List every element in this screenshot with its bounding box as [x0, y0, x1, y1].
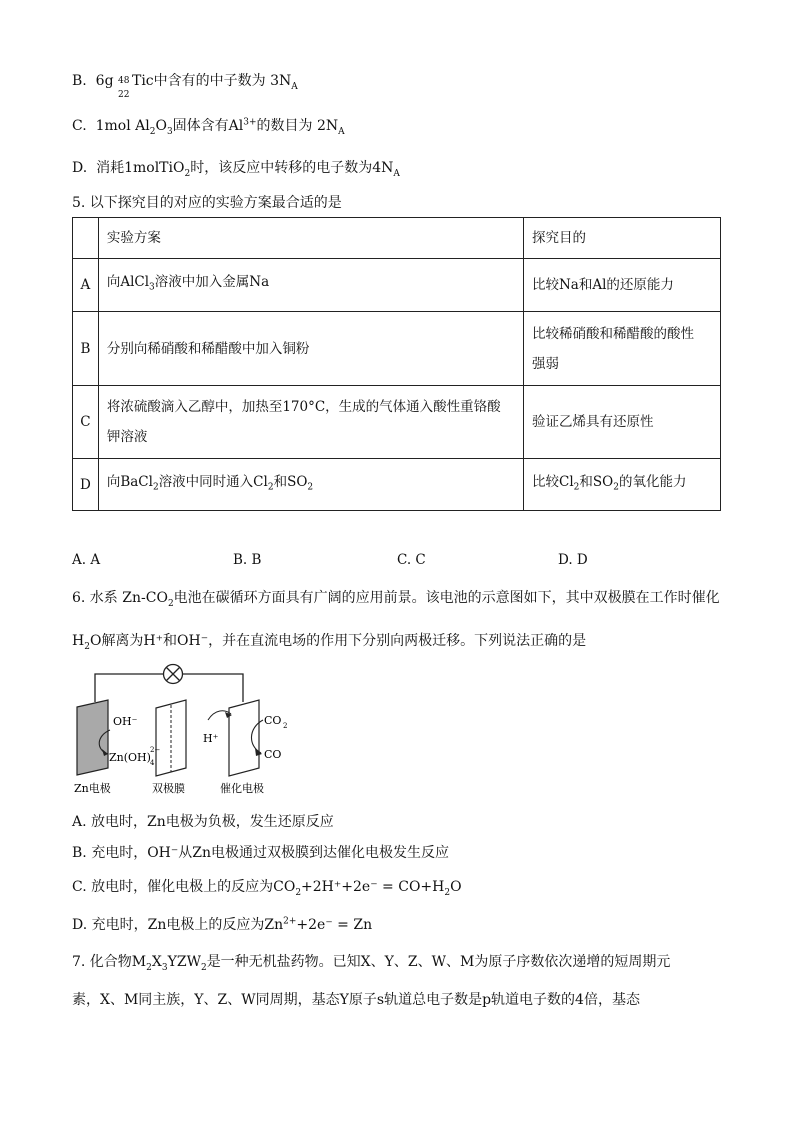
element: Tic [131, 73, 154, 89]
row-plan [98, 386, 523, 459]
formula: Al [135, 118, 150, 134]
superscript: 2+ [283, 916, 297, 927]
subscript: 2 [307, 482, 314, 493]
text: 钾溶液 [106, 429, 148, 445]
text: 7. 化合物M [72, 954, 147, 970]
text: 中含有的中子数为 [153, 73, 266, 89]
text: +2H⁺+2e⁻ = CO+H [301, 879, 445, 895]
formula-o: O [89, 633, 102, 649]
table-header-row [73, 218, 721, 259]
subscript: 3 [149, 282, 155, 293]
subscript: 2 [84, 641, 90, 652]
q4-option-d [72, 157, 400, 179]
text: O [450, 879, 462, 895]
text: +2e⁻ = Zn [296, 917, 373, 933]
text: 6. 水系 [72, 590, 118, 606]
text: YZW [167, 954, 201, 970]
text: 固体含有 [172, 118, 229, 134]
table-cell [73, 218, 99, 259]
text: 的氧化能力 [618, 473, 687, 490]
row-aim [524, 459, 721, 511]
row-plan: 分别向稀硝酸和稀醋酸中加入铜粉 [98, 312, 523, 386]
value: 4N [372, 160, 394, 176]
formula: 1molTiO [124, 160, 185, 176]
row-aim: 验证乙烯具有还原性 [524, 386, 721, 459]
text: 的数目为 [256, 118, 313, 134]
formula: H [72, 633, 85, 649]
label-co2-sub: 2 [283, 722, 288, 730]
label-znoh4-charge: 2− [150, 746, 161, 754]
label-znoh4 [109, 751, 151, 764]
circuit-wire [95, 674, 163, 702]
q7-stem-line1 [72, 951, 670, 973]
subscript: 2 [146, 962, 152, 973]
label-oh: OH⁻ [113, 715, 138, 728]
row-plan [98, 259, 523, 312]
text: 向AlCl [106, 274, 150, 291]
q6-stem-line1 [72, 587, 720, 609]
header-plan: 实验方案 [98, 218, 523, 259]
q6-option-c [72, 876, 462, 898]
option-a: A. A [72, 552, 101, 568]
text: 时，该反应中转移的电子数为 [190, 160, 373, 176]
option-b: B. B [233, 552, 262, 568]
charge: 3+ [243, 117, 257, 128]
amount: 1mol [95, 118, 131, 134]
battery-diagram [70, 662, 300, 797]
row-plan [98, 459, 523, 511]
subscript: 2 [167, 598, 174, 609]
lamp-icon [164, 665, 183, 684]
text: 比较稀硝酸和稀醋酸的酸性 [532, 325, 694, 342]
text: 和SO [579, 473, 614, 490]
option-d: D. D [558, 552, 588, 568]
q5-stem: 5. 以下探究目的对应的实验方案最合适的是 [72, 195, 342, 211]
table-row [73, 459, 721, 511]
formula-o: O [155, 118, 167, 134]
zn-electrode [77, 700, 108, 775]
subscript: 2 [200, 962, 207, 973]
value: 3N [270, 73, 292, 89]
subscript: 2 [184, 168, 191, 179]
ion: Al [228, 118, 244, 134]
text: X [151, 954, 162, 970]
text: CO [264, 714, 282, 727]
q4-option-c [72, 115, 345, 137]
label-cat-electrode: 催化电极 [220, 782, 264, 795]
text: D. 充电时，Zn电极上的反应为Zn [72, 917, 284, 933]
option-letter: B. [72, 73, 87, 89]
row-key: B [73, 312, 99, 386]
mass-prefix: 6g [95, 73, 114, 89]
subscript: A [393, 168, 400, 179]
subscript: A [291, 81, 298, 92]
subscript: 2 [613, 482, 619, 493]
label-zn-electrode: Zn电极 [74, 782, 111, 795]
text: C. 放电时，催化电极上的反应为CO [72, 879, 296, 895]
table-row [73, 259, 721, 312]
text: 和SO [273, 473, 308, 490]
formula: Zn-CO [122, 590, 168, 606]
text: 解离为H⁺和OH⁻，并在直流电场的作用下分别向两极迁移。下列说法正确的是 [101, 633, 587, 649]
row-key: C [73, 386, 99, 459]
table-row [73, 386, 721, 459]
text: 强弱 [532, 355, 559, 372]
text: Zn(OH) [109, 751, 151, 764]
catalytic-electrode [229, 700, 259, 776]
subscript: 2 [267, 482, 274, 493]
option-letter: C. [72, 118, 87, 134]
subscript: 2 [444, 887, 451, 898]
subscript: 2 [152, 482, 159, 493]
option-letter: D. [72, 160, 88, 176]
subscript: 2 [295, 887, 302, 898]
label-membrane: 双极膜 [152, 782, 185, 795]
text: 溶液中加入金属Na [154, 274, 270, 291]
text: 向BaCl [106, 473, 153, 490]
row-key: A [73, 259, 99, 312]
q6-option-a: A. 放电时，Zn电极为负极，发生还原反应 [72, 814, 334, 830]
q7-stem-line2: 素，X、M同主族，Y、Z、W同周期，基态Y原子s轨道总电子数是p轨道电子数的4倍，基态 [72, 992, 640, 1008]
text: 消耗 [96, 160, 125, 176]
text: 溶液中同时通入Cl [158, 473, 268, 490]
label-znoh4-sub: 4 [150, 759, 155, 767]
option-c: C. C [397, 552, 426, 568]
subscript: 2 [149, 126, 156, 137]
text: 比较Cl [532, 473, 574, 490]
atomic-number: 22 [117, 90, 130, 100]
q6-option-b: B. 充电时，OH⁻从Zn电极通过双极膜到达催化电极发生反应 [72, 845, 450, 861]
q6-option-d [72, 914, 372, 934]
q4-option-b [72, 70, 298, 100]
header-aim: 探究目的 [524, 218, 721, 259]
experiment-table [72, 217, 721, 511]
row-aim [524, 312, 721, 386]
circuit-wire [183, 674, 243, 702]
label-hplus: H⁺ [203, 732, 219, 745]
value: 2N [317, 118, 339, 134]
row-key: D [73, 459, 99, 511]
subscript: A [338, 126, 345, 137]
subscript: 2 [573, 482, 580, 493]
q6-stem-line2 [72, 630, 586, 652]
subscript: 3 [166, 126, 173, 137]
subscript: 3 [161, 962, 168, 973]
text: 是一种无机盐药物。已知X、Y、Z、W、M为原子序数依次递增的短周期元 [206, 954, 671, 970]
text: 将浓硫酸滴入乙醇中，加热至170°C，生成的气体通入酸性重铬酸 [106, 399, 501, 415]
mass-number: 48 [117, 76, 130, 86]
table-row [73, 312, 721, 386]
text: 电池在碳循环方面具有广阔的应用前景。该电池的示意图如下，其中双极膜在工作时催化 [173, 590, 720, 606]
row-aim: 比较Na和Al的还原能力 [524, 259, 721, 312]
label-co: CO [264, 748, 282, 761]
label-co2 [264, 714, 281, 727]
